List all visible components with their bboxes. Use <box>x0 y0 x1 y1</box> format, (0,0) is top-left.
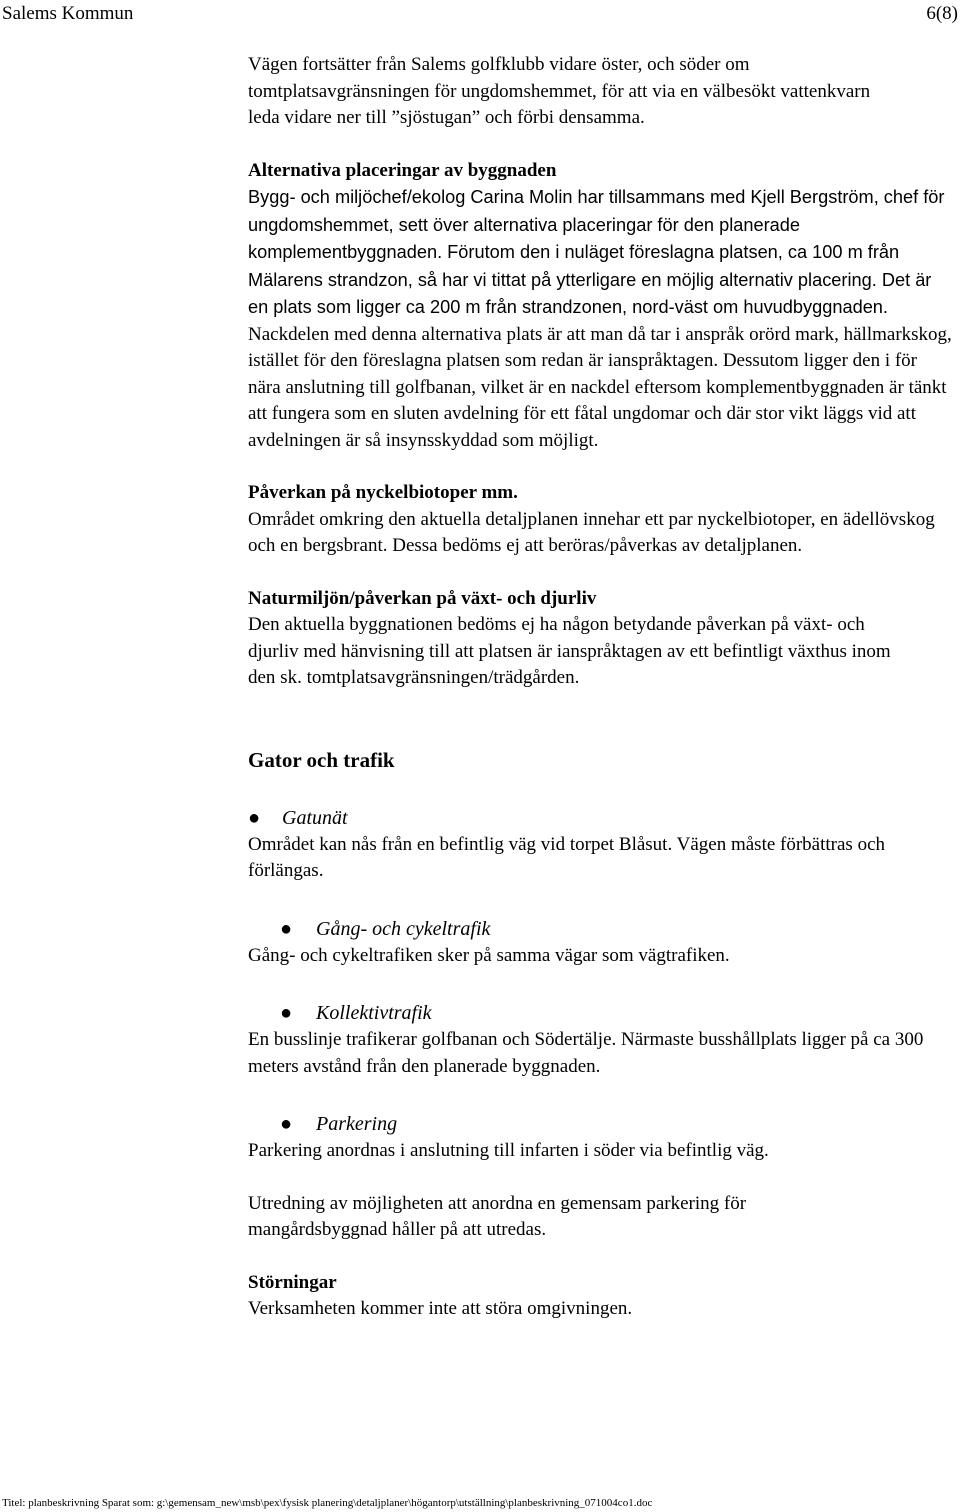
page-header <box>0 0 960 28</box>
subsection-gang-och-cykeltrafik <box>248 915 960 970</box>
subheading-kollektivtrafik: ● Kollektivtrafik <box>248 999 960 1027</box>
section-nyckelbiotoper <box>248 480 960 560</box>
subsection-kollektivtrafik <box>248 999 960 1080</box>
paragraph-nyckelbiotoper: Området omkring den aktuella detaljplanen innehar ett par nyckelbiotoper, en ädellövskog och en bergsbrant. Dessa bedöms ej att beröras/påverkas av detaljplanen. <box>248 508 935 556</box>
subsection-gatunat <box>248 804 960 885</box>
paragraph-parkering: Parkering anordnas i anslutning till infarten i söder via befintlig väg. <box>248 1140 769 1161</box>
paragraph-alternativa-placeringar <box>248 184 954 454</box>
section-alternativa-placeringar <box>248 158 960 455</box>
section-gator-och-trafik <box>248 746 960 1244</box>
paragraph-storningar: Verksamheten kommer inte att störa omgivningen. <box>248 1298 633 1319</box>
paragraph-gang-och-cykeltrafik: Gång- och cykeltrafiken sker på samma vägar som vägtrafiken. <box>248 944 730 966</box>
page-footer: Titel: planbeskrivning Sparat som: g:\gemensam_new\msb\pex\fysisk planering\detaljplaner\högantorp\utställning\planbeskrivning_071004co1.doc <box>2 1497 653 1509</box>
paragraph-naturmiljo: Den aktuella byggnationen bedöms ej ha någon betydande påverkan på växt- och djurliv med hänvisning till att platsen är ianspråktagen av ett befintligt växthus inom den sk. tomtplatsavgränsningen/trädgården. <box>248 614 891 688</box>
subsection-parkering <box>248 1110 960 1244</box>
subheading-parkering: ● Parkering <box>248 1110 960 1138</box>
document-body <box>248 52 960 1323</box>
organization-name: Salems Kommun <box>2 3 134 24</box>
heading-alternativa-placeringar: Alternativa placeringar av byggnaden <box>248 159 557 181</box>
heading-gator-och-trafik: Gator och trafik <box>248 747 395 772</box>
page-number: 6(8) <box>926 3 958 24</box>
paragraph-part-serif: Nackdelen med denna alternativa plats är att man då tar i anspråk orörd mark, hällmarkskog, istället för den föreslagna platsen som redan är ianspråktagen. Dessutom ligger den i för nära anslutning till golfbanan, vilket är en nackdel eftersom komplementbyggnaden är tänkt att fungera som en sluten avdelning för ett fåtal ungdomar och där stor vikt läggs vid att avdelningen är så insynsskyddad som möjligt. <box>248 323 952 451</box>
bullet-icon: ● <box>248 806 261 829</box>
subheading-gang-och-cykeltrafik: ● Gång- och cykeltrafik <box>248 915 960 943</box>
section-naturmiljo <box>248 586 960 692</box>
intro-paragraph: Vägen fortsätter från Salems golfklubb vidare öster, och söder om tomtplatsavgränsningen för ungdomshemmet, för att via en välbesökt vattenkvarn leda vidare ner till ”sjöstugan” och förbi densamma. <box>248 54 871 128</box>
paragraph-gatunat: Området kan nås från en befintlig väg vid torpet Blåsut. Vägen måste förbättras och förlängas. <box>248 833 886 881</box>
paragraph-parkering-utredning: Utredning av möjligheten att anordna en gemensam parkering för mangårdsbyggnad håller på att utredas. <box>248 1192 747 1240</box>
heading-naturmiljo: Naturmiljön/påverkan på växt- och djurliv <box>248 587 597 609</box>
bullet-icon: ● <box>280 1002 293 1024</box>
heading-nyckelbiotoper: Påverkan på nyckelbiotoper mm. <box>248 482 518 503</box>
bullet-icon: ● <box>280 1113 293 1135</box>
bullet-icon: ● <box>280 917 293 940</box>
heading-storningar: Störningar <box>248 1271 337 1293</box>
paragraph-part-sans: Bygg- och miljöchef/ekolog Carina Molin har tillsammans med Kjell Bergström, chef för ungdomshemmet, sett över alternativa placeringar för den planerade komplementbyggnaden. Förutom den i nuläget föreslagna platsen, ca 100 m från Mälarens strandzon, så har vi tittat på ytterligare en möjlig alternativ placering. Det är en plats som ligger ca 200 m från strandzonen, nord-väst om huvudbyggnaden. <box>248 187 945 317</box>
paragraph-kollektivtrafik: En busslinje trafikerar golfbanan och Södertälje. Närmaste busshållplats ligger på ca 300 meters avstånd från den planerade byggnaden. <box>248 1029 924 1077</box>
section-storningar <box>248 1270 960 1323</box>
subheading-gatunat: ● Gatunät <box>248 804 960 832</box>
